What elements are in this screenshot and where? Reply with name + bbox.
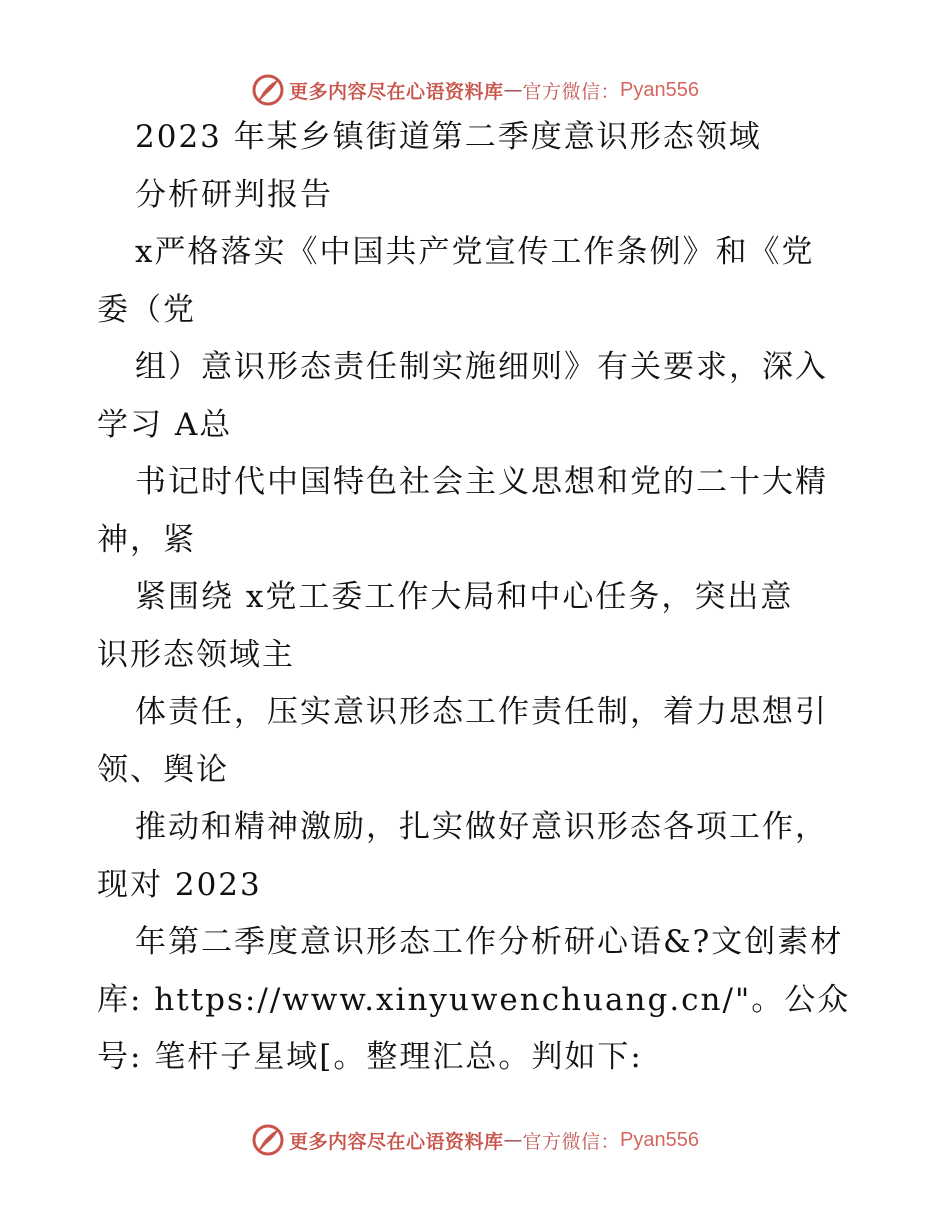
feather-pen-logo-icon <box>251 1123 285 1157</box>
document-line: 现对 2023 <box>97 866 262 903</box>
document-line: 推动和精神激励，扎实做好意识形态各项工作， <box>135 809 828 845</box>
feather-pen-logo-icon <box>251 73 285 107</box>
watermark-main-text: 更多内容尽在心语资料库 <box>289 1130 504 1153</box>
document-line: 库: https://www.xinyuwenchuang.cn/"。公众 <box>97 981 851 1018</box>
document-line: 神，紧 <box>97 521 196 558</box>
document-body <box>97 119 867 1100</box>
document-line: 学习 A总 <box>97 406 233 443</box>
document-line: 2023 年某乡镇街道第二季度意识形态领域 <box>135 119 762 155</box>
document-line: 体责任，压实意识形态工作责任制，着力思想引 <box>135 694 828 730</box>
document-line: 领、舆论 <box>97 751 229 788</box>
footer-watermark <box>0 1120 950 1160</box>
watermark-separator: — <box>503 1129 523 1151</box>
document-line: 年第二季度意识形态工作分析研心语&?文创素材 <box>135 924 844 960</box>
watermark-contact-label: 官方微信： <box>522 80 621 103</box>
document-line: 书记时代中国特色社会主义思想和党的二十大精 <box>135 464 828 500</box>
watermark-main-text: 更多内容尽在心语资料库 <box>289 80 504 103</box>
document-line: 委（党 <box>97 291 196 328</box>
header-watermark <box>0 70 950 110</box>
watermark-separator: — <box>503 79 523 101</box>
document-line: 组）意识形态责任制实施细则》有关要求，深入 <box>135 349 828 385</box>
document-line: 识形态领域主 <box>97 636 295 673</box>
document-line: x严格落实《中国共产党宣传工作条例》和《党 <box>135 234 815 270</box>
document-line: 紧围绕 x党工委工作大局和中心任务，突出意 <box>135 579 794 615</box>
document-line: 分析研判报告 <box>135 176 333 213</box>
document-line: 号: 笔杆子星域[。整理汇总。判如下: <box>97 1039 643 1075</box>
watermark-contact-label: 官方微信： <box>522 1130 621 1153</box>
watermark-contact-handle: Pyan556 <box>620 1128 699 1151</box>
watermark-contact-handle: Pyan556 <box>620 78 699 101</box>
